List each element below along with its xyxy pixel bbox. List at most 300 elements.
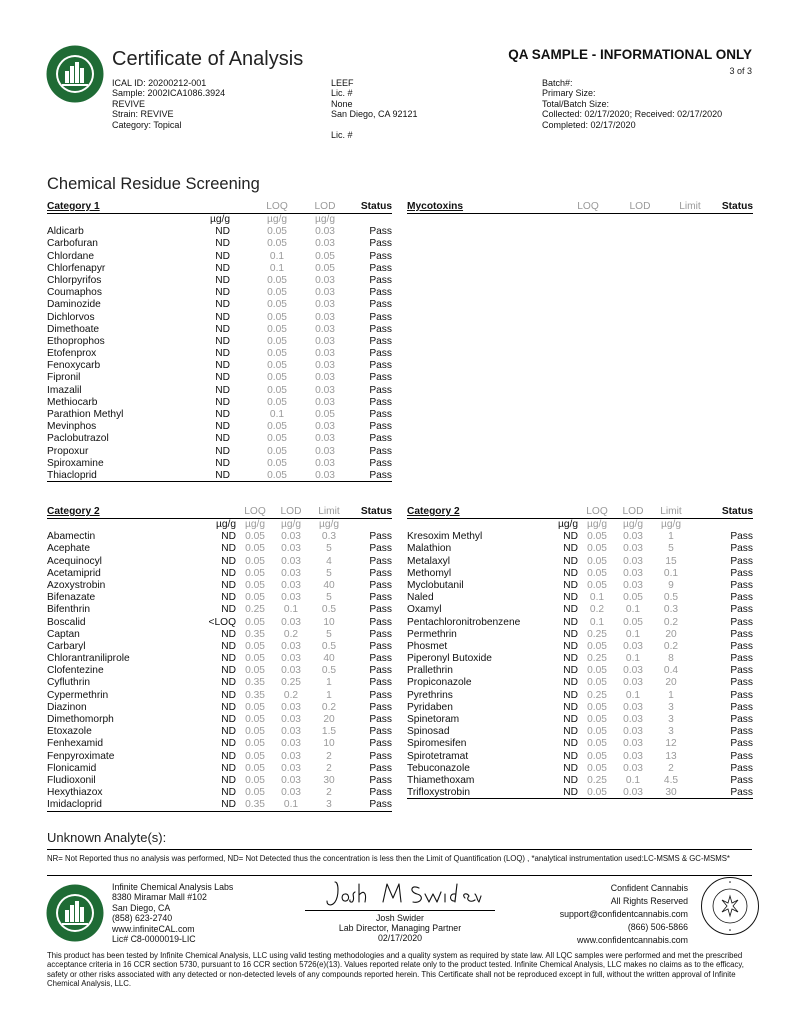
loq-value: 0.25 — [587, 628, 607, 640]
analyte-name: Fenpyroximate — [47, 750, 115, 762]
status-value: Pass — [369, 543, 392, 555]
analyte-name: Ethoprophos — [47, 335, 105, 347]
signature-line — [305, 910, 495, 911]
status-value: Pass — [369, 421, 392, 433]
result-value: ND — [563, 701, 578, 713]
table-row — [47, 604, 392, 616]
status-value: Pass — [369, 323, 392, 335]
status-value: Pass — [730, 604, 753, 616]
status-value: Pass — [369, 274, 392, 286]
result-value: ND — [221, 640, 236, 652]
table-row — [407, 677, 753, 689]
loq-value: 0.1 — [269, 250, 285, 262]
result-value: ND — [215, 262, 230, 274]
result-value: ND — [221, 689, 236, 701]
limit-value: 0.2 — [663, 640, 679, 652]
status-value: Pass — [369, 750, 392, 762]
result-value: ND — [221, 677, 236, 689]
result-value: ND — [563, 677, 578, 689]
limit-unit: µg/g — [660, 519, 682, 530]
limit-value: 4 — [326, 555, 332, 567]
result-value: ND — [215, 348, 230, 360]
analyte-name: Dimethomorph — [47, 714, 114, 725]
loq-value: 0.05 — [587, 531, 607, 543]
analyte-name: Captan — [47, 628, 80, 640]
lod-value: 0.03 — [623, 762, 643, 774]
table-row — [47, 360, 392, 372]
analyte-name: Metalaxyl — [407, 555, 451, 567]
table-row — [47, 751, 392, 763]
lod-value: 0.03 — [281, 616, 301, 628]
limit-value: 2 — [668, 762, 674, 774]
result-value: ND — [563, 738, 578, 750]
lod-value: 0.03 — [315, 238, 335, 250]
limit-value: 15 — [665, 555, 677, 567]
lod-value: 0.1 — [625, 604, 641, 616]
status-value: Pass — [369, 774, 392, 786]
result-value: ND — [215, 372, 230, 384]
lod-value: 0.03 — [281, 726, 301, 738]
table-row — [47, 653, 392, 665]
status-value: Pass — [369, 348, 392, 360]
limit-value: 0.5 — [321, 604, 337, 616]
loq-value: 0.1 — [589, 616, 605, 628]
limit-unit: µg/g — [318, 519, 340, 530]
limit-value: 10 — [323, 738, 335, 750]
lod-value: 0.03 — [623, 726, 643, 738]
analyte-name: Oxamyl — [407, 604, 442, 616]
analyte-name: Cyfluthrin — [47, 677, 91, 689]
loq-value: 0.05 — [267, 323, 287, 335]
loq-value: 0.05 — [245, 579, 265, 591]
table-row — [407, 653, 753, 665]
status-value: Pass — [369, 555, 392, 567]
loq-value: 0.05 — [267, 287, 287, 299]
table-row — [407, 580, 753, 592]
analyte-name: Prallethrin — [407, 665, 453, 677]
analyte-name: Myclobutanil — [407, 579, 464, 591]
lab-city: San Diego, CA — [112, 902, 171, 913]
analyte-name: Phosmet — [407, 640, 448, 652]
lab-logo — [46, 45, 104, 103]
loq-value: 0.05 — [587, 665, 607, 677]
result-value: ND — [563, 616, 578, 628]
cc-website: www.confidentcannabis.com — [577, 935, 688, 945]
result-unit: µg/g — [209, 214, 230, 225]
category-heading: Category 2 — [47, 506, 100, 517]
table-row — [47, 690, 392, 702]
lod-value: 0.03 — [623, 531, 643, 543]
table-row — [407, 531, 753, 543]
status-value: Pass — [369, 640, 392, 652]
status-value: Pass — [369, 604, 392, 616]
lod-value: 0.03 — [315, 348, 335, 360]
cc-email: support@confidentcannabis.com — [559, 909, 688, 919]
loq-value: 0.05 — [587, 579, 607, 591]
lod-value: 0.03 — [623, 555, 643, 567]
lod-value: 0.03 — [281, 567, 301, 579]
status-value: Pass — [369, 299, 392, 311]
lod-value: 0.03 — [623, 567, 643, 579]
primary-size: Primary Size: — [542, 88, 596, 99]
loq-value: 0.05 — [267, 469, 287, 481]
loq-value: 0.05 — [245, 774, 265, 786]
status-heading: Status — [721, 506, 753, 517]
lod-heading: LOD — [622, 506, 644, 517]
loq-value: 0.1 — [589, 592, 605, 604]
result-value: ND — [221, 726, 236, 738]
lod-value: 0.05 — [315, 250, 335, 262]
table-row — [47, 226, 392, 238]
table-row — [47, 287, 392, 299]
result-value: ND — [221, 628, 236, 640]
lod-heading: LOD — [314, 201, 336, 212]
limit-value: 1 — [668, 689, 674, 701]
lod-value: 0.03 — [623, 640, 643, 652]
status-value: Pass — [730, 592, 753, 604]
table-row — [47, 592, 392, 604]
divider — [47, 849, 752, 850]
status-value: Pass — [730, 531, 753, 543]
table-row — [47, 568, 392, 580]
table-row — [407, 775, 753, 787]
table-row — [407, 738, 753, 750]
result-value: ND — [215, 396, 230, 408]
lod-heading: LOD — [629, 201, 651, 212]
table-row — [47, 763, 392, 775]
loq-value: 0.05 — [245, 762, 265, 774]
analyte-name: Imidacloprid — [47, 799, 102, 811]
status-value: Pass — [369, 592, 392, 604]
loq-unit: µg/g — [586, 519, 608, 530]
limit-value: 5 — [326, 628, 332, 640]
loq-value: 0.05 — [587, 701, 607, 713]
limit-value: 10 — [323, 616, 335, 628]
loq-value: 0.05 — [245, 787, 265, 799]
lod-value: 0.03 — [623, 665, 643, 677]
table-row — [47, 665, 392, 677]
ical-id: ICAL ID: 20200212-001 — [112, 78, 207, 88]
total-batch-size: Total/Batch Size: — [542, 98, 610, 109]
table-header — [47, 506, 392, 519]
status-value: Pass — [369, 616, 392, 628]
client-info — [331, 78, 418, 140]
lod-value: 0.03 — [315, 372, 335, 384]
status-value: Pass — [730, 579, 753, 591]
result-value: ND — [563, 665, 578, 677]
qa-label: QA SAMPLE - INFORMATIONAL ONLY — [508, 47, 752, 62]
status-value: Pass — [369, 457, 392, 469]
status-value: Pass — [369, 238, 392, 250]
lod-value: 0.03 — [281, 653, 301, 665]
status-value: Pass — [369, 287, 392, 299]
lod-value: 0.03 — [281, 774, 301, 786]
category: Category: Topical — [112, 119, 182, 130]
table-row — [47, 677, 392, 689]
lod-value: 0.03 — [315, 311, 335, 323]
result-value: ND — [221, 555, 236, 567]
result-value: ND — [563, 604, 578, 616]
client-name: LEEF — [331, 78, 354, 88]
limit-value: 0.3 — [663, 604, 679, 616]
analyte-name: Permethrin — [407, 628, 457, 640]
mycotoxins-table — [407, 201, 753, 214]
limit-heading: Limit — [660, 506, 682, 517]
analyte-name: Hexythiazox — [47, 787, 103, 799]
lod-unit: µg/g — [280, 519, 302, 530]
status-value: Pass — [369, 787, 392, 799]
loq-value: 0.1 — [269, 409, 285, 420]
signature-block — [305, 876, 495, 944]
loq-value: 0.05 — [267, 335, 287, 347]
category-1-table — [47, 201, 392, 482]
analyte-name: Chlorantraniliprole — [47, 653, 130, 665]
status-value: Pass — [369, 396, 392, 408]
table-header — [47, 201, 392, 214]
analyte-name: Aldicarb — [47, 226, 84, 238]
loq-value: 0.25 — [587, 689, 607, 701]
analyte-name: Mevinphos — [47, 421, 97, 433]
loq-value: 0.35 — [245, 677, 265, 689]
status-value: Pass — [369, 701, 392, 713]
category-2-table-left — [47, 506, 392, 812]
lab-website: www.infiniteCAL.com — [112, 923, 195, 934]
lod-value: 0.2 — [283, 689, 299, 701]
lod-value: 0.03 — [315, 421, 335, 433]
result-value: ND — [221, 531, 236, 543]
lod-value: 0.03 — [623, 677, 643, 689]
loq-heading: LOQ — [577, 201, 599, 212]
lod-value: 0.03 — [623, 787, 643, 799]
analyte-name: Chlorpyrifos — [47, 274, 102, 286]
loq-value: 0.35 — [245, 628, 265, 640]
loq-value: 0.05 — [587, 726, 607, 738]
limit-value: 3 — [326, 799, 332, 811]
limit-value: 9 — [668, 579, 674, 591]
status-value: Pass — [730, 616, 753, 628]
analyte-name: Kresoxim Methyl — [407, 531, 483, 543]
analyte-name: Fipronil — [47, 372, 81, 384]
result-value: ND — [563, 726, 578, 738]
table-row — [47, 738, 392, 750]
status-value: Pass — [369, 531, 392, 543]
status-value: Pass — [730, 738, 753, 750]
footnote: NR= Not Reported thus no analysis was performed, ND= Not Detected thus the concentration is less then the Limit of Quantification (LOQ) , *analytical instrumentation used:LC-MSMS & GC-MSMS* — [47, 854, 730, 863]
table-row — [47, 580, 392, 592]
result-value: ND — [221, 762, 236, 774]
analyte-name: Propiconazole — [407, 677, 472, 689]
limit-value: 5 — [668, 543, 674, 555]
result-value: ND — [221, 653, 236, 665]
lod-value: 0.03 — [281, 543, 301, 555]
table-row — [407, 690, 753, 702]
limit-value: 40 — [323, 579, 335, 591]
completed: Completed: 02/17/2020 — [542, 119, 636, 130]
lod-value: 0.03 — [315, 457, 335, 469]
analyte-name: Chlorfenapyr — [47, 262, 106, 274]
signer-title: Lab Director, Managing Partner — [338, 923, 462, 934]
analyte-name: Spirotetramat — [407, 750, 469, 762]
status-value: Pass — [369, 372, 392, 384]
limit-value: 4.5 — [663, 774, 679, 786]
table-row — [47, 629, 392, 641]
lod-value: 0.03 — [315, 323, 335, 335]
limit-value: 0.2 — [663, 616, 679, 628]
loq-unit: µg/g — [244, 519, 266, 530]
analyte-name: Cypermethrin — [47, 689, 109, 701]
table-row — [407, 568, 753, 580]
status-value: Pass — [730, 543, 753, 555]
result-value: ND — [563, 653, 578, 665]
lod-value: 0.03 — [315, 335, 335, 347]
lod-value: 0.03 — [623, 543, 643, 555]
loq-value: 0.05 — [245, 738, 265, 750]
client-address: San Diego, CA 92121 — [331, 109, 418, 120]
status-value: Pass — [730, 567, 753, 579]
limit-value: 1.5 — [321, 726, 337, 738]
table-row — [47, 421, 392, 433]
analyte-name: Malathion — [407, 543, 452, 555]
analyte-name: Methiocarb — [47, 396, 98, 408]
table-row — [407, 604, 753, 616]
loq-value: 0.05 — [267, 299, 287, 311]
units-row — [47, 519, 392, 531]
limit-value: 5 — [326, 592, 332, 604]
loq-value: 0.05 — [587, 543, 607, 555]
lod-value: 0.03 — [281, 714, 301, 725]
table-row — [47, 446, 392, 458]
result-value: ND — [563, 774, 578, 786]
analyte-name: Piperonyl Butoxide — [407, 653, 492, 665]
result-value: ND — [563, 531, 578, 543]
table-row — [47, 312, 392, 324]
lod-value: 0.03 — [281, 787, 301, 799]
loq-value: 0.05 — [267, 274, 287, 286]
status-value: Pass — [369, 335, 392, 347]
limit-value: 3 — [668, 726, 674, 738]
limit-heading: Limit — [318, 506, 340, 517]
loq-value: 0.05 — [267, 396, 287, 408]
lod-value: 0.03 — [281, 738, 301, 750]
result-value: ND — [221, 579, 236, 591]
analyte-name: Methomyl — [407, 567, 452, 579]
analyte-name: Thiacloprid — [47, 469, 97, 481]
status-value: Pass — [369, 689, 392, 701]
result-value: ND — [563, 555, 578, 567]
table-row — [407, 665, 753, 677]
lod-value: 0.05 — [315, 409, 335, 420]
status-value: Pass — [730, 640, 753, 652]
result-value: ND — [215, 250, 230, 262]
loq-value: 0.05 — [267, 348, 287, 360]
table-row — [47, 775, 392, 787]
cc-rights: All Rights Reserved — [610, 896, 688, 906]
loq-value: 0.05 — [245, 726, 265, 738]
result-value: ND — [215, 457, 230, 469]
status-value: Pass — [369, 579, 392, 591]
lod-value: 0.03 — [315, 384, 335, 396]
loq-value: 0.05 — [245, 665, 265, 677]
table-row — [47, 726, 392, 738]
analyte-name: Imazalil — [47, 384, 82, 396]
result-value: ND — [221, 567, 236, 579]
loq-value: 0.05 — [245, 653, 265, 665]
result-value: ND — [215, 421, 230, 433]
status-value: Pass — [369, 799, 392, 811]
limit-value: 13 — [665, 750, 677, 762]
cc-phone: (866) 506-5866 — [627, 922, 688, 932]
cc-name: Confident Cannabis — [610, 883, 688, 893]
analyte-name: Spiromesifen — [407, 738, 467, 750]
result-value: <LOQ — [208, 616, 236, 628]
analyte-name: Naled — [407, 592, 434, 604]
analyte-name: Trifloxystrobin — [407, 787, 471, 799]
loq-value: 0.05 — [245, 714, 265, 725]
status-value: Pass — [730, 762, 753, 774]
table-row — [47, 251, 392, 263]
status-value: Pass — [369, 762, 392, 774]
category-heading: Category 2 — [407, 506, 460, 517]
result-value: ND — [563, 750, 578, 762]
category-heading: Mycotoxins — [407, 201, 464, 212]
table-row — [47, 385, 392, 397]
limit-value: 2 — [326, 762, 332, 774]
category-heading: Category 1 — [47, 201, 100, 212]
limit-value: 2 — [326, 787, 332, 799]
result-value: ND — [563, 567, 578, 579]
lod-value: 0.05 — [315, 262, 335, 274]
analyte-name: Diazinon — [47, 701, 87, 713]
table-row — [407, 763, 753, 775]
table-header — [407, 506, 753, 519]
result-value: ND — [215, 360, 230, 372]
lod-value: 0.03 — [623, 750, 643, 762]
table-row — [407, 592, 753, 604]
analyte-name: Propoxur — [47, 445, 89, 457]
client-license: Lic. # — [331, 88, 353, 99]
status-value: Pass — [730, 701, 753, 713]
analyte-name: Abamectin — [47, 531, 96, 543]
status-value: Pass — [730, 726, 753, 738]
result-value: ND — [563, 762, 578, 774]
lod-value: 0.05 — [623, 616, 643, 628]
limit-value: 1 — [668, 531, 674, 543]
limit-value: 3 — [668, 701, 674, 713]
units-row — [47, 214, 392, 226]
loq-value: 0.05 — [587, 750, 607, 762]
analyte-name: Spinosad — [407, 726, 450, 738]
status-value: Pass — [730, 628, 753, 640]
table-row — [47, 714, 392, 726]
loq-value: 0.05 — [245, 567, 265, 579]
status-value: Pass — [730, 555, 753, 567]
product-name: REVIVE — [112, 98, 146, 109]
table-row — [407, 629, 753, 641]
analyte-name: Thiamethoxam — [407, 774, 475, 786]
lod-value: 0.03 — [281, 750, 301, 762]
loq-heading: LOQ — [266, 201, 288, 212]
loq-value: 0.05 — [245, 616, 265, 628]
lod-value: 0.03 — [315, 396, 335, 408]
signature-image — [315, 876, 485, 910]
table-row — [407, 714, 753, 726]
analyte-name: Boscalid — [47, 616, 86, 628]
loq-value: 0.05 — [267, 445, 287, 457]
status-value: Pass — [369, 262, 392, 274]
strain: Strain: REVIVE — [112, 109, 174, 120]
loq-value: 0.05 — [587, 677, 607, 689]
limit-value: 0.5 — [321, 640, 337, 652]
